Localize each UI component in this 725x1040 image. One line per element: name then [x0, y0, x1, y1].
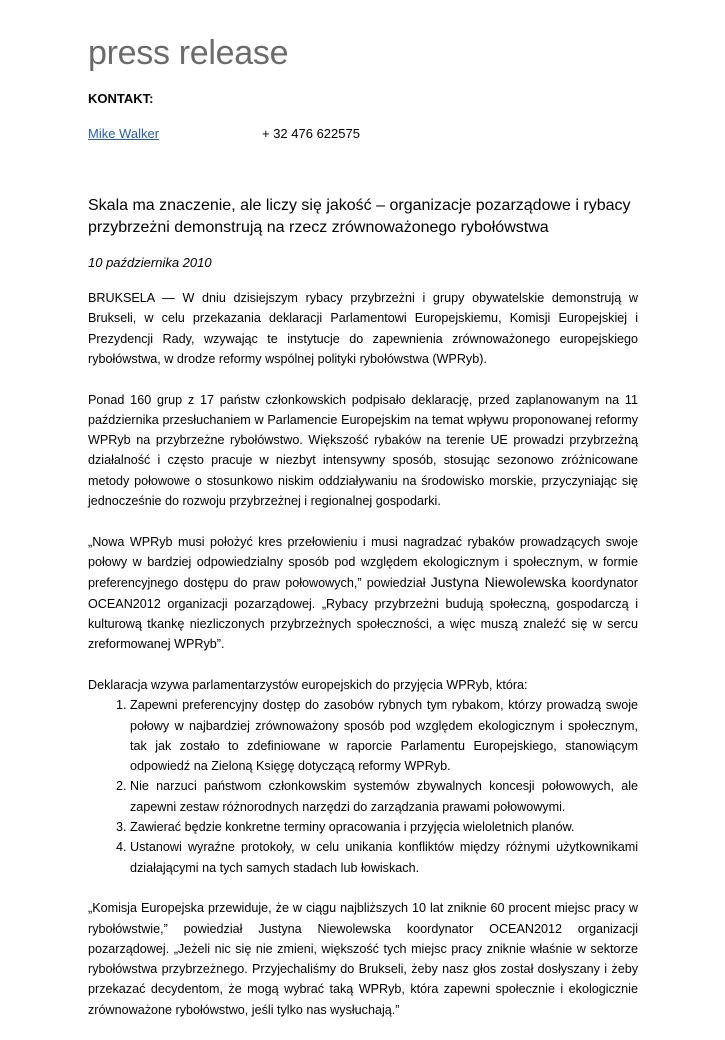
quote-part-1: „Nowa WPRyb musi położyć kres przełowieniu i musi nagradzać rybaków prowadzących swoje połowy w bardziej odpowiedzialny sposób pod względem ekologicznym i społecznym, w formie preferencyjnego dostępu do praw połowowych,” powiedział [88, 534, 638, 591]
document-title: press release [88, 34, 289, 72]
paragraph-groups: Ponad 160 grup z 17 państw członkowskich podpisało deklarację, przed zaplanowanym na 11 października przesłuchaniem w Parlamencie Europejskim na temat wpływu proponowanej reformy WPRyb na przybrzeżne rybołówstwo. Większość rybaków na terenie UE prowadzi przybrzeżną działalność i często pracuje w niezbyt intensywny sposób, stosując sezonowo zróżnicowane metody połowowe o stosunkowo niskim oddziaływaniu na środowisko morskie, przyczyniając się jednocześnie do rozwoju przybrzeżnej i regionalnej gospodarki. [88, 392, 638, 509]
article-body [88, 288, 638, 1040]
contact-name-link[interactable]: Mike Walker [88, 126, 160, 141]
list-item: 3. Zawierać będzie konkretne terminy opracowania i przyjęcia wieloletnich planów. [130, 817, 638, 837]
release-date: 10 października 2010 [88, 255, 212, 270]
paragraph-quote [88, 532, 638, 655]
paragraph-intro: BRUKSELA — W dniu dzisiejszym rybacy przybrzeżni i grupy obywatelskie demonstrują w Brukseli, w celu przekazania deklaracji Parlamentowi Europejskiemu, Komisji Europejskiej i Prezydencji Rady, wzywając te instytucje do zapewnienia zrównoważonego europejskiego rybołówstwa, w drodze reformy wspólnej polityki rybołówstwa (WPRyb). [88, 291, 638, 366]
list-item: 4. Ustanowi wyraźne protokoły, w celu unikania konfliktów między różnymi użytkownikami działającymi na tych samych stadach lub łowiskach. [130, 837, 638, 878]
quote-part-2: koordynator OCEAN2012 organizacji pozarządowej. „Rybacy przybrzeżni budują społeczną, gospodarczą i kulturową tkankę niezliczonych przybrzeżnych społeczności, a więc muszą znaleźć się w sercu zreformowanej WPRyb”. [88, 576, 639, 652]
list-intro: Deklaracja wzywa parlamentarzystów europejskich do przyjęcia WPRyb, która: [88, 677, 528, 692]
headline: Skala ma znaczenie, ale liczy się jakość – organizacje pozarządowe i rybacy przybrzeżni demonstrują na rzecz zrównoważonego rybołówstwa [88, 197, 631, 236]
contact-label: KONTAKT: [88, 91, 154, 106]
quote-speaker: Justyna Niewolewska [430, 574, 567, 591]
list-item: 1. Zapewni preferencyjny dostęp do zasobów rybnych tym rybakom, którzy prowadzą swoje połowy w najbardziej zrównoważony sposób pod względem ekologicznym i społecznym, tak jak zostało to zdefiniowane w raporcie Parlamentu Europejskiego, stanowiącym odpowiedź na Zieloną Księgę dotyczącą reformy WPRyb. [130, 695, 638, 776]
list-item: 2. Nie narzuci państwom członkowskim systemów zbywalnych koncesji połowowych, ale zapewni zestaw różnorodnych narzędzi do zarządzania prawami połowowymi. [130, 776, 638, 817]
paragraph-closing: „Komisja Europejska przewiduje, że w ciągu najbliższych 10 lat zniknie 60 procent miejsc pracy w rybołówstwie,” powiedział Justyna Niewolewska koordynator OCEAN2012 organizacji pozarządowej. „Jeżeli nic się nie zmieni, większość tych miejsc pracy zniknie właśnie w sektorze rybołówstwa przybrzeżnego. Przyjechaliśmy do Brukseli, żeby nasz głos został dosłyszany i żeby przekazać decydentom, że mogą wybrać taką WPRyb, która zapewni społecznie i ekologicznie zrównoważone rybołówstwo, jeśli tylko nas wysłuchają.” [88, 901, 638, 1017]
demands-list [88, 695, 638, 878]
contact-phone: + 32 476 622575 [262, 126, 360, 141]
